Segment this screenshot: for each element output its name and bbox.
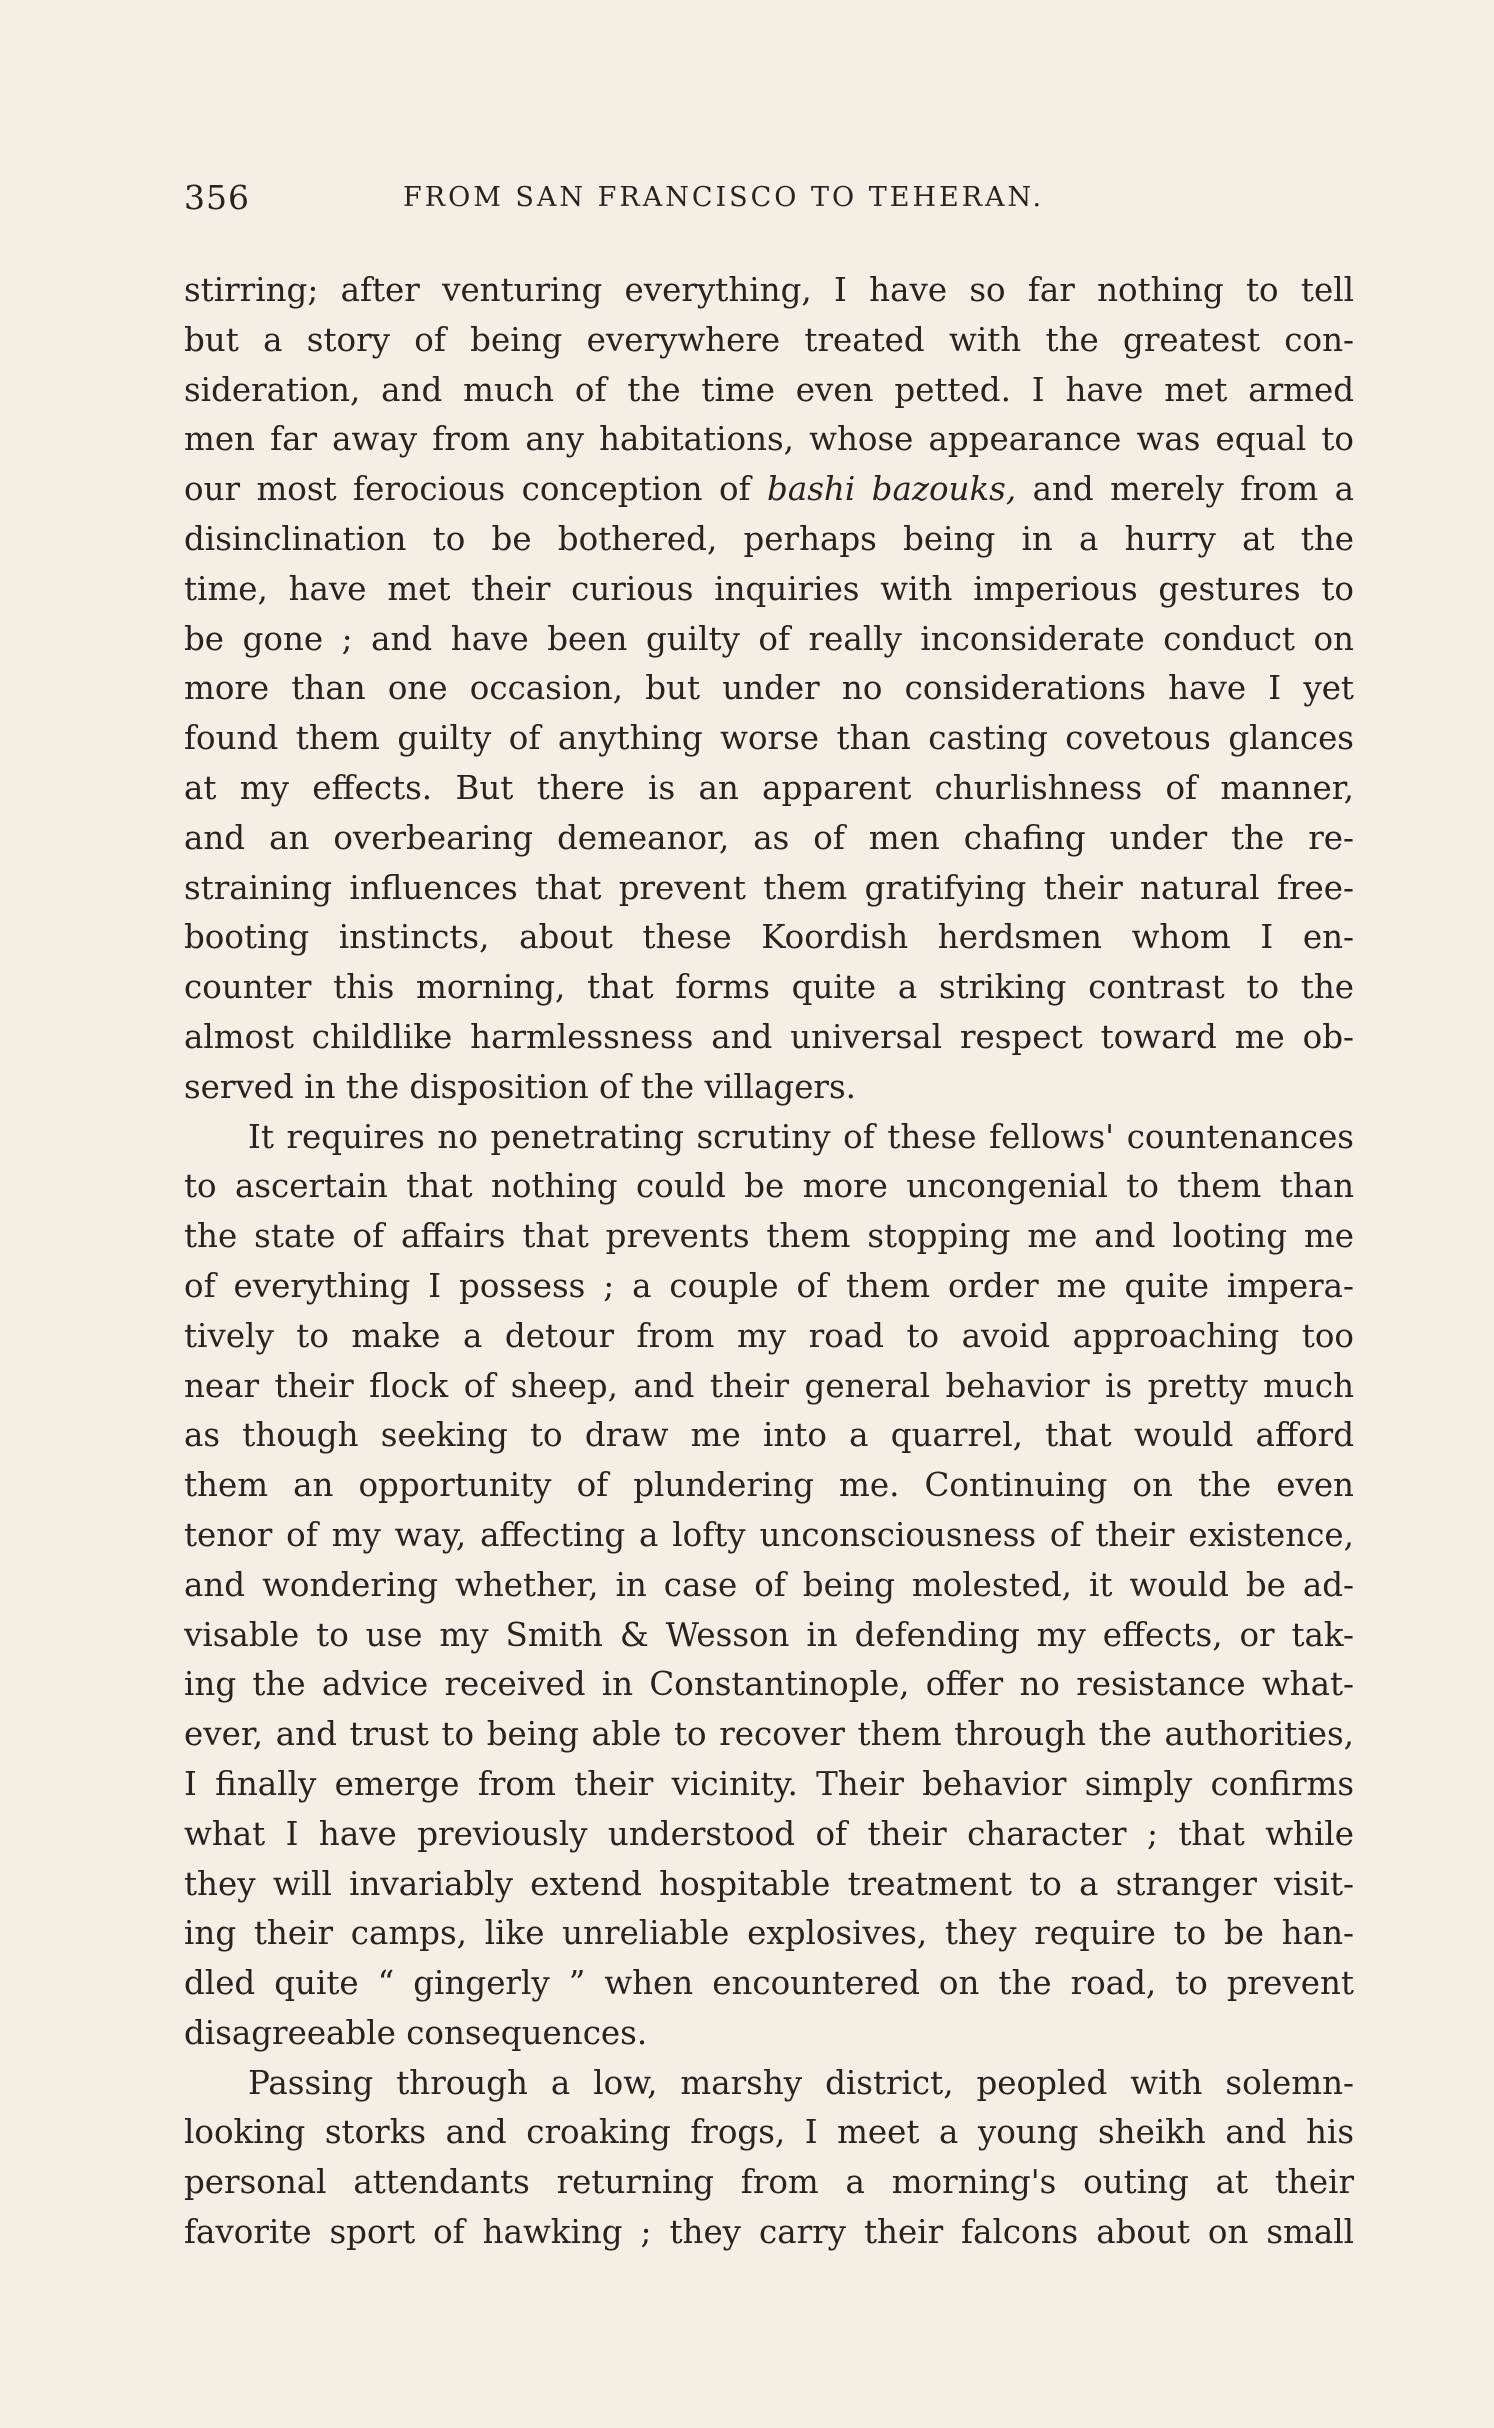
page-header (184, 178, 1354, 226)
text-line: be gone ; and have been guilty of really inconsiderate conduct on (184, 619, 1354, 658)
text-line: what I have previously understood of their character ; that while (184, 1814, 1354, 1853)
paragraph-start-line: Passing through a low, marshy district, peopled with solemn- (248, 2063, 1354, 2102)
text-line: men far away from any habitations, whose appearance was equal to (184, 420, 1354, 459)
text-line: stirring; after venturing everything, I have so far nothing to tell (184, 271, 1354, 309)
text-line: they will invariably extend hospitable treatment to a stranger visit- (184, 1864, 1354, 1903)
text-line: personal attendants returning from a morning's outing at their (184, 2163, 1354, 2202)
text-line: more than one occasion, but under no considerations have I yet (184, 669, 1354, 708)
text-line: dled quite “ gingerly ” when encountered on the road, to prevent (184, 1964, 1354, 2003)
text-line: the state of affairs that prevents them stopping me and looting me (184, 1217, 1354, 1256)
text-line: ing the advice received in Constantinople, offer no resistance what- (184, 1665, 1354, 1704)
text-line: almost childlike harmlessness and universal respect toward me ob- (184, 1017, 1354, 1056)
body-text (184, 266, 1354, 2258)
text-line: favorite sport of hawking ; they carry their falcons about on small (184, 2213, 1354, 2252)
italic-term: bashi bazouks, (767, 470, 1017, 509)
text-line: found them guilty of anything worse than casting covetous glances (184, 719, 1354, 758)
text-run: and merely from a (1016, 470, 1354, 509)
text-line: sideration, and much of the time even petted. I have met armed (184, 370, 1354, 409)
text-run: our most ferocious conception of (184, 470, 768, 509)
text-line: looking storks and croaking frogs, I meet a young sheikh and his (184, 2113, 1354, 2152)
text-line: them an opportunity of plundering me. Continuing on the even (184, 1466, 1354, 1505)
text-line: of everything I possess ; a couple of them order me quite impera- (184, 1266, 1354, 1305)
paragraph-start-line: It requires no penetrating scrutiny of these fellows' countenances (248, 1117, 1354, 1156)
text-line: disinclination to be bothered, perhaps being in a hurry at the (184, 519, 1354, 558)
text-line: at my effects. But there is an apparent churlishness of manner, (184, 768, 1354, 807)
text-line: ever, and trust to being able to recover them through the authorities, (184, 1715, 1354, 1754)
text-line: time, have met their curious inquiries with imperious gestures to (184, 569, 1354, 608)
page-number: 356 (184, 178, 250, 217)
text-line: to ascertain that nothing could be more uncongenial to them than (184, 1167, 1354, 1206)
text-line: disagreeable consequences. (184, 2013, 648, 2052)
text-line: straining influences that prevent them gratifying their natural free- (184, 868, 1354, 907)
text-line: tively to make a detour from my road to avoid approaching too (184, 1316, 1354, 1355)
text-line: tenor of my way, affecting a lofty unconsciousness of their existence, (184, 1515, 1354, 1554)
text-line: visable to use my Smith & Wesson in defending my effects, or tak- (184, 1615, 1354, 1654)
text-line: and wondering whether, in case of being molested, it would be ad- (184, 1565, 1354, 1604)
text-line: booting instincts, about these Koordish herdsmen whom I en- (184, 918, 1354, 957)
text-line: served in the disposition of the villagers. (184, 1067, 856, 1106)
running-head: FROM SAN FRANCISCO TO TEHERAN. (403, 182, 1045, 213)
text-line: but a story of being everywhere treated with the greatest con- (184, 320, 1354, 359)
text-line: I finally emerge from their vicinity. Their behavior simply confirms (184, 1764, 1354, 1803)
text-line (184, 465, 1354, 515)
text-line: ing their camps, like unreliable explosives, they require to be han- (184, 1914, 1354, 1953)
text-line: and an overbearing demeanor, as of men chafing under the re- (184, 818, 1354, 857)
text-line: counter this morning, that forms quite a striking contrast to the (184, 968, 1354, 1007)
text-line: near their flock of sheep, and their general behavior is pretty much (184, 1366, 1354, 1405)
text-line: as though seeking to draw me into a quarrel, that would afford (184, 1416, 1354, 1455)
